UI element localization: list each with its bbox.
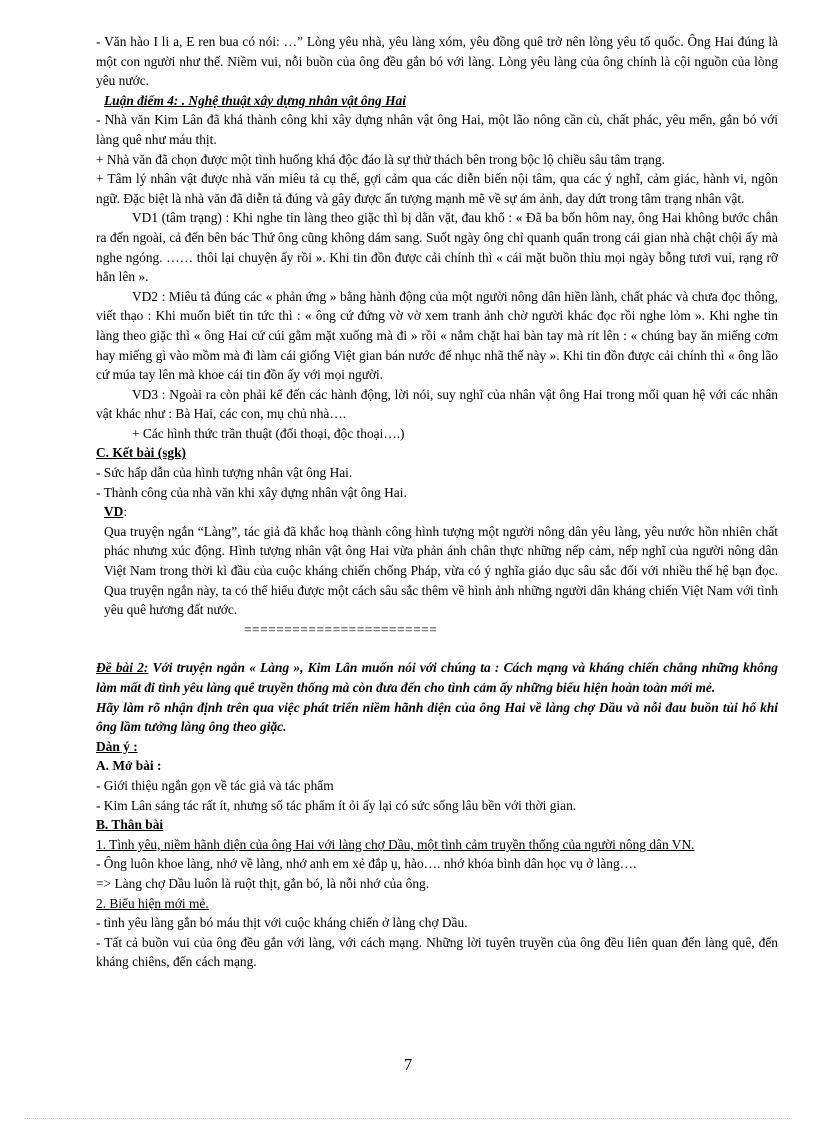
paragraph-de-bai-2 <box>96 658 778 697</box>
paragraph-introduce: - Giới thiệu ngắn gọn về tác giả và tác phẩm <box>96 777 334 793</box>
paragraph-vd3: VD3 : Ngoài ra còn phải kể đến các hành động, lời nói, suy nghĩ của nhân vật ông Hai trong mối quan hệ với các nhân vật khác như : Bà Hai, các con, mụ chủ nhà…. <box>96 386 778 422</box>
separator-line: ======================== <box>244 621 438 637</box>
heading-mo-bai: A. Mở bài : <box>96 758 162 774</box>
paragraph-vd2: VD2 : Miêu tả đúng các « phản ứng » bằng hành động của một người nông dân hiền lành, chất phác và chưa đọc thông, viết thạo : Khi muốn biết tin tức thì : « ông cứ đứng vờ vờ xem tranh ảnh chờ người khác đọc rồi nghe lỏm ». Khi nghe tin làng theo giặc thì « ông Hai cứ cúi gằm mặt xuống mà đi » rồi « nắm chặt hai bàn tay mà rít lên : « chúng bay ăn miếng cơm hay miếng gì vào mồm mà đi làm cái giống Việt gian bán nước để nhục nhã thế này ». Khi tin đồn được cải chính thì « ông lão cứ múa tay lên mà khoe cái tin đồn ấy với mọi người. <box>96 288 778 383</box>
paragraph-vd1: VD1 (tâm trạng) : Khi nghe tin làng theo giặc thì bị dằn vặt, đau khổ : « Đã ba bốn hôm nay, ông Hai không bước chân ra đến ngoài, cả đến bên bác Thứ ông cũng không dám sang. Suốt ngày ông chỉ quanh quẩn trong cái gian nhà chật chội ấy mà nghe ngóng. …… thôi lại chuyện ấy rồi ». Khi tin đồn được cải chính thì « cái mặt buồn thỉu mọi ngày bỗng tươi vui, rạng rỡ hẳn lên ». <box>96 210 778 285</box>
paragraph-de-bai-2-task: Hãy làm rõ nhận định trên qua việc phát triển niềm hãnh diện của ông Hai về làng chợ Dầu và nỗi đau buồn tủi hổ khi ông lầm tưởng làng ông theo giặc. <box>96 699 778 735</box>
de-bai-text: Với truyện ngắn « Làng », Kim Lân muốn nói với chúng ta : Cách mạng và kháng chiến chẳng những không làm mất đi tình yêu làng quê truyền thống mà còn đưa đến cho tình cảm ấy những biểu hiện hoàn toàn mới mẻ. <box>96 660 778 695</box>
de-bai-label: Đề bài 2: <box>96 660 149 676</box>
item-1-love-pride: 1. Tình yêu, niềm hãnh diện của ông Hai với làng chợ Dầu, một tình cảm truyền thống của người nông dân VN. <box>96 836 695 852</box>
paragraph-village-kin: => Làng chợ Dầu luôn là ruột thịt, gắn bó, là nỗi nhớ của ông. <box>96 875 430 891</box>
vd-label: VD <box>104 504 124 520</box>
paragraph-author-success: - Thành công của nhà văn khi xây dựng nhân vật ông Hai. <box>96 484 407 500</box>
paragraph-kim-lan-works: - Kim Lân sáng tác rất ít, nhưng số tác phẩm ít ỏi ấy lại có sức sống lâu bền với thời gian. <box>96 797 577 813</box>
paragraph-love-resistance: - tình yêu làng gắn bó máu thịt với cuộc kháng chiến ở làng chợ Dầu. <box>96 915 468 931</box>
paragraph-kim-lan-success: - Nhà văn Kim Lân đã khá thành công khi xây dựng nhân vật ông Hai, một lão nông cần cù, chất phác, yêu mến, gắn bó với làng quê như máu thịt. <box>96 112 778 147</box>
page-number: 7 <box>403 1055 413 1074</box>
paragraph-narration-forms: + Các hình thức trần thuật (đối thoại, độc thoại….) <box>132 425 405 441</box>
paragraph-conclusion-example: Qua truyện ngắn “Làng”, tác giả đã khắc hoạ thành công hình tượng một người nông dân yêu làng, yêu nước hồn nhiên chất phác nhưng xúc động. Hình tượng nhân vật ông Hai vừa phản ánh chân thực những nếp cảm, nếp nghĩ của người nông dân Việt Nam trong thời kì đầu của cuộc kháng chiến chống Pháp, vừa có ý nghĩa giáo dục sâu sắc đối với nhiều thế hệ bạn đọc. Qua truyện ngắn này, ta có thể hiểu được một cách sâu sắc thêm về hình ảnh những người dân kháng chiến Việt Nam với tình yêu quê hương đất nước. <box>104 523 778 618</box>
document-page <box>96 32 778 972</box>
blank-spacer <box>96 639 778 658</box>
heading-ket-bai: C. Kết bài (sgk) <box>96 445 187 461</box>
heading-than-bai: B. Thân bài <box>96 817 164 833</box>
paragraph-quote-ilya: - Văn hào I li a, E ren bua có nói: …” Lòng yêu nhà, yêu làng xóm, yêu đồng quê trở nên lòng yêu tổ quốc. Ông Hai đúng là một con người như thế. Niềm vui, nỗi buồn của ông đều gắn bó với làng. Lòng yêu làng của ông chính là cội nguồn của lòng yêu nước. <box>96 34 778 89</box>
heading-dan-y: Dàn ý : <box>96 738 138 754</box>
vd-heading <box>96 502 778 522</box>
vd-colon: : <box>123 504 128 520</box>
heading-luan-diem-4: Luận điểm 4: . Nghệ thuật xây dựng nhân vật ông Hai <box>104 92 406 108</box>
paragraph-boast-village: - Ông luôn khoe làng, nhớ về làng, nhớ anh em xẻ đắp ụ, hào…. nhớ khóa bình dân học vụ ở làng…. <box>96 856 637 872</box>
item-2-new-expressions: 2. Biểu hiện mới mẻ. <box>96 895 209 911</box>
footer-dotted-line <box>24 1118 792 1119</box>
paragraph-attraction: - Sức hấp dẫn của hình tượng nhân vật ông Hai. <box>96 465 353 481</box>
paragraph-joys-sorrows: - Tất cả buồn vui của ông đều gắn với làng, với cách mạng. Những lời tuyên truyền của ông đều liên quan đến làng quê, đến kháng chiêns, đến cách mạng. <box>96 934 778 970</box>
paragraph-psychology: + Tâm lý nhân vật được nhà văn miêu tả cụ thể, gợi cảm qua các diễn biến nội tâm, qua các ý nghĩ, cảm giác, hành vi, ngôn ngữ. Đặc biệt là nhà văn đã diễn tả đúng và gây được ấn tượng mạnh mẽ về sự ám ảnh, day dứt trong tâm trạng nhân vật. <box>96 171 778 206</box>
paragraph-situation: + Nhà văn đã chọn được một tình huống khá độc đáo là sự thử thách bên trong bộc lộ chiều sâu tâm trạng. <box>96 151 665 167</box>
